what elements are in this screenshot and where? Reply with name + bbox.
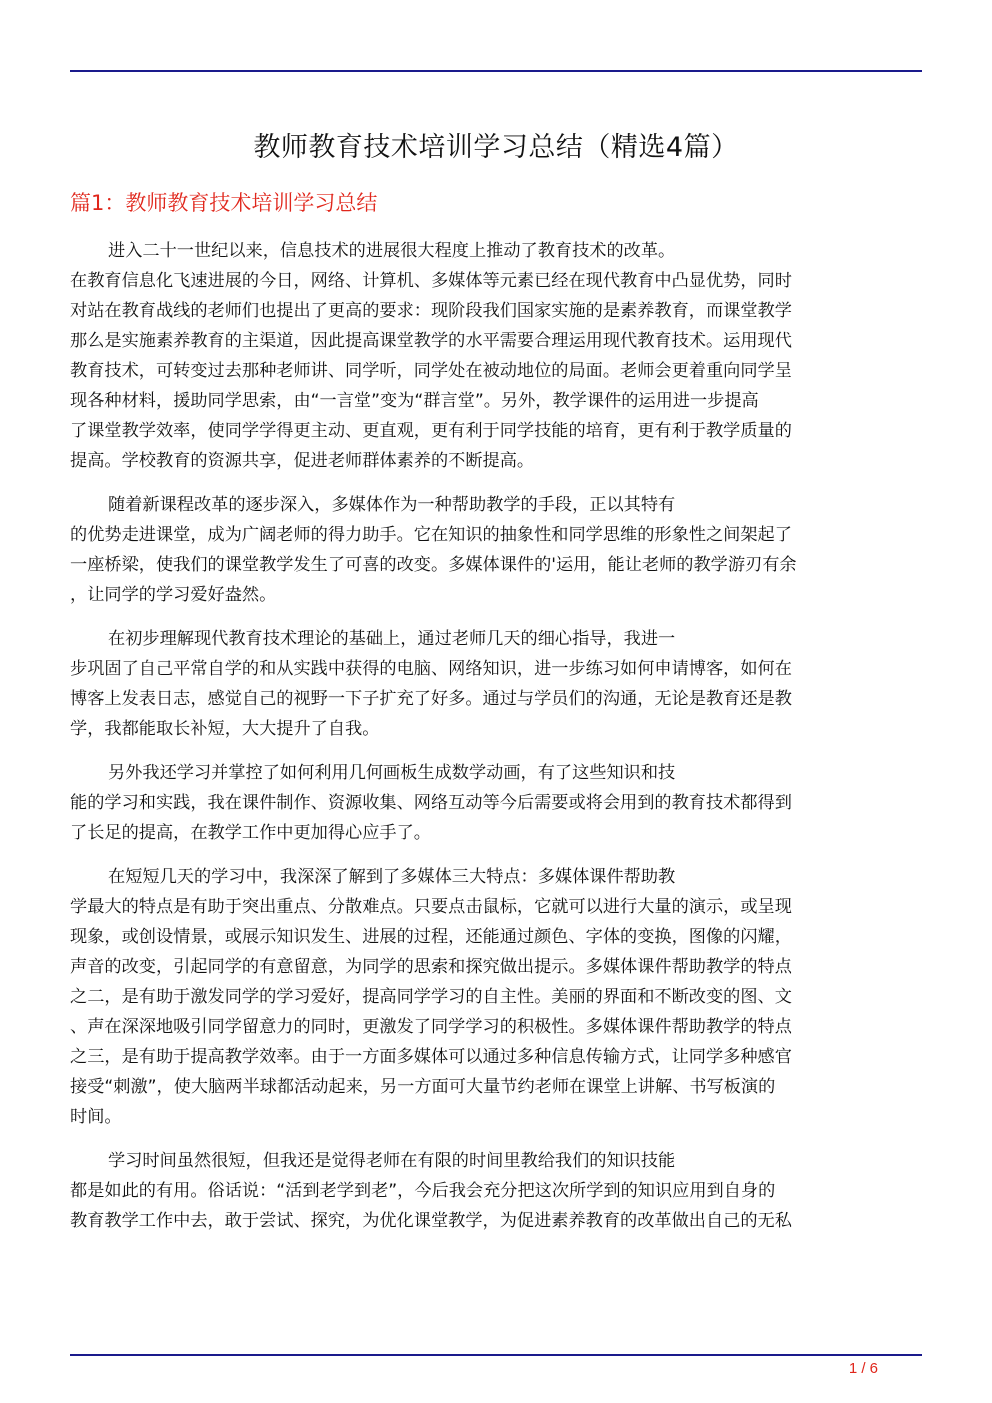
paragraph-line: 了长足的提高，在教学工作中更加得心应手了。: [70, 823, 431, 843]
paragraph-line: 的优势走进课堂，成为广阔老师的得力助手。它在知识的抽象性和同学思维的形象性之间架起了: [70, 525, 792, 545]
paragraph-line: 对站在教育战线的老师们也提出了更高的要求：现阶段我们国家实施的是素养教育，而课堂教学: [70, 301, 792, 321]
paragraph-line: 步巩固了自己平常自学的和从实践中获得的电脑、网络知识，进一步练习如何申请博客，如何在: [70, 659, 792, 679]
paragraph-line: 那么是实施素养教育的主渠道，因此提高课堂教学的水平需要合理运用现代教育技术。运用现代: [70, 331, 792, 351]
section-heading: 篇1：教师教育技术培训学习总结: [70, 191, 378, 215]
page-number: 1 / 6: [848, 1360, 878, 1377]
paragraph-line: 教育教学工作中去，敢于尝试、探究，为优化课堂教学，为促进素养教育的改革做出自己的无私: [70, 1211, 792, 1231]
paragraph-line: 在短短几天的学习中，我深深了解到了多媒体三大特点：多媒体课件帮助教: [108, 867, 676, 887]
document-title: 教师教育技术培训学习总结（精选4篇）: [253, 132, 739, 163]
paragraph-line: 接受“刺激”，使大脑两半球都活动起来，另一方面可大量节约老师在课堂上讲解、书写板演的: [70, 1077, 776, 1097]
body-paragraph: [70, 624, 922, 744]
paragraph-line: 博客上发表日志，感觉自己的视野一下子扩充了好多。通过与学员们的沟通，无论是教育还是教: [70, 689, 792, 709]
top-rule: [70, 70, 922, 72]
paragraph-line: 之二，是有助于激发同学的学习爱好，提高同学学习的自主性。美丽的界面和不断改变的图、文: [70, 987, 792, 1007]
body-paragraph: [70, 236, 922, 476]
paragraph-line: 现象，或创设情景，或展示知识发生、进展的过程，还能通过颜色、字体的变换，图像的闪耀，: [70, 927, 792, 947]
paragraph-line: 学最大的特点是有助于突出重点、分散难点。只要点击鼠标，它就可以进行大量的演示，或呈现: [70, 897, 792, 917]
paragraph-line: 之三，是有助于提高教学效率。由于一方面多媒体可以通过多种信息传输方式，让同学多种感官: [70, 1047, 792, 1067]
paragraph-line: 学，我都能取长补短，大大提升了自我。: [70, 719, 380, 739]
paragraph-line: 一座桥梁，使我们的课堂教学发生了可喜的改变。多媒体课件的'运用，能让老师的教学游刃有余: [70, 555, 797, 575]
paragraph-line: 声音的改变，引起同学的有意留意，为同学的思索和探究做出提示。多媒体课件帮助教学的特点: [70, 957, 792, 977]
paragraph-line: 在初步理解现代教育技术理论的基础上，通过老师几天的细心指导，我进一: [108, 629, 676, 649]
paragraph-line: 随着新课程改革的逐步深入，多媒体作为一种帮助教学的手段，正以其特有: [108, 495, 676, 515]
paragraph-line: 教育技术，可转变过去那种老师讲、同学听，同学处在被动地位的局面。老师会更着重向同学呈: [70, 361, 792, 381]
paragraph-line: 另外我还学习并掌控了如何利用几何画板生成数学动画，有了这些知识和技: [108, 763, 676, 783]
paragraph-line: 进入二十一世纪以来，信息技术的进展很大程度上推动了教育技术的改革。: [108, 241, 676, 261]
paragraph-line: 现各种材料，援助同学思索，由“一言堂”变为“群言堂”。另外，教学课件的运用进一步提高: [70, 391, 759, 411]
paragraph-line: 学习时间虽然很短，但我还是觉得老师在有限的时间里教给我们的知识技能: [108, 1151, 676, 1171]
body-paragraph: [70, 1146, 922, 1236]
bottom-rule: [70, 1354, 922, 1356]
paragraph-line: 在教育信息化飞速进展的今日，网络、计算机、多媒体等元素已经在现代教育中凸显优势，同时: [70, 271, 792, 291]
paragraph-line: ，让同学的学习爱好盎然。: [70, 585, 277, 605]
paragraph-line: 都是如此的有用。俗话说：“活到老学到老”，今后我会充分把这次所学到的知识应用到自身的: [70, 1181, 776, 1201]
body-paragraph: [70, 490, 922, 610]
paragraph-line: 时间。: [70, 1107, 122, 1127]
document-body: [70, 236, 922, 1250]
paragraph-line: 提高。学校教育的资源共享，促进老师群体素养的不断提高。: [70, 451, 535, 471]
paragraph-line: 能的学习和实践，我在课件制作、资源收集、网络互动等今后需要或将会用到的教育技术都得到: [70, 793, 792, 813]
paragraph-line: 、声在深深地吸引同学留意力的同时，更激发了同学学习的积极性。多媒体课件帮助教学的特点: [70, 1017, 792, 1037]
paragraph-line: 了课堂教学效率，使同学学得更主动、更直观，更有利于同学技能的培育，更有利于教学质量的: [70, 421, 792, 441]
body-paragraph: [70, 862, 922, 1132]
body-paragraph: [70, 758, 922, 848]
